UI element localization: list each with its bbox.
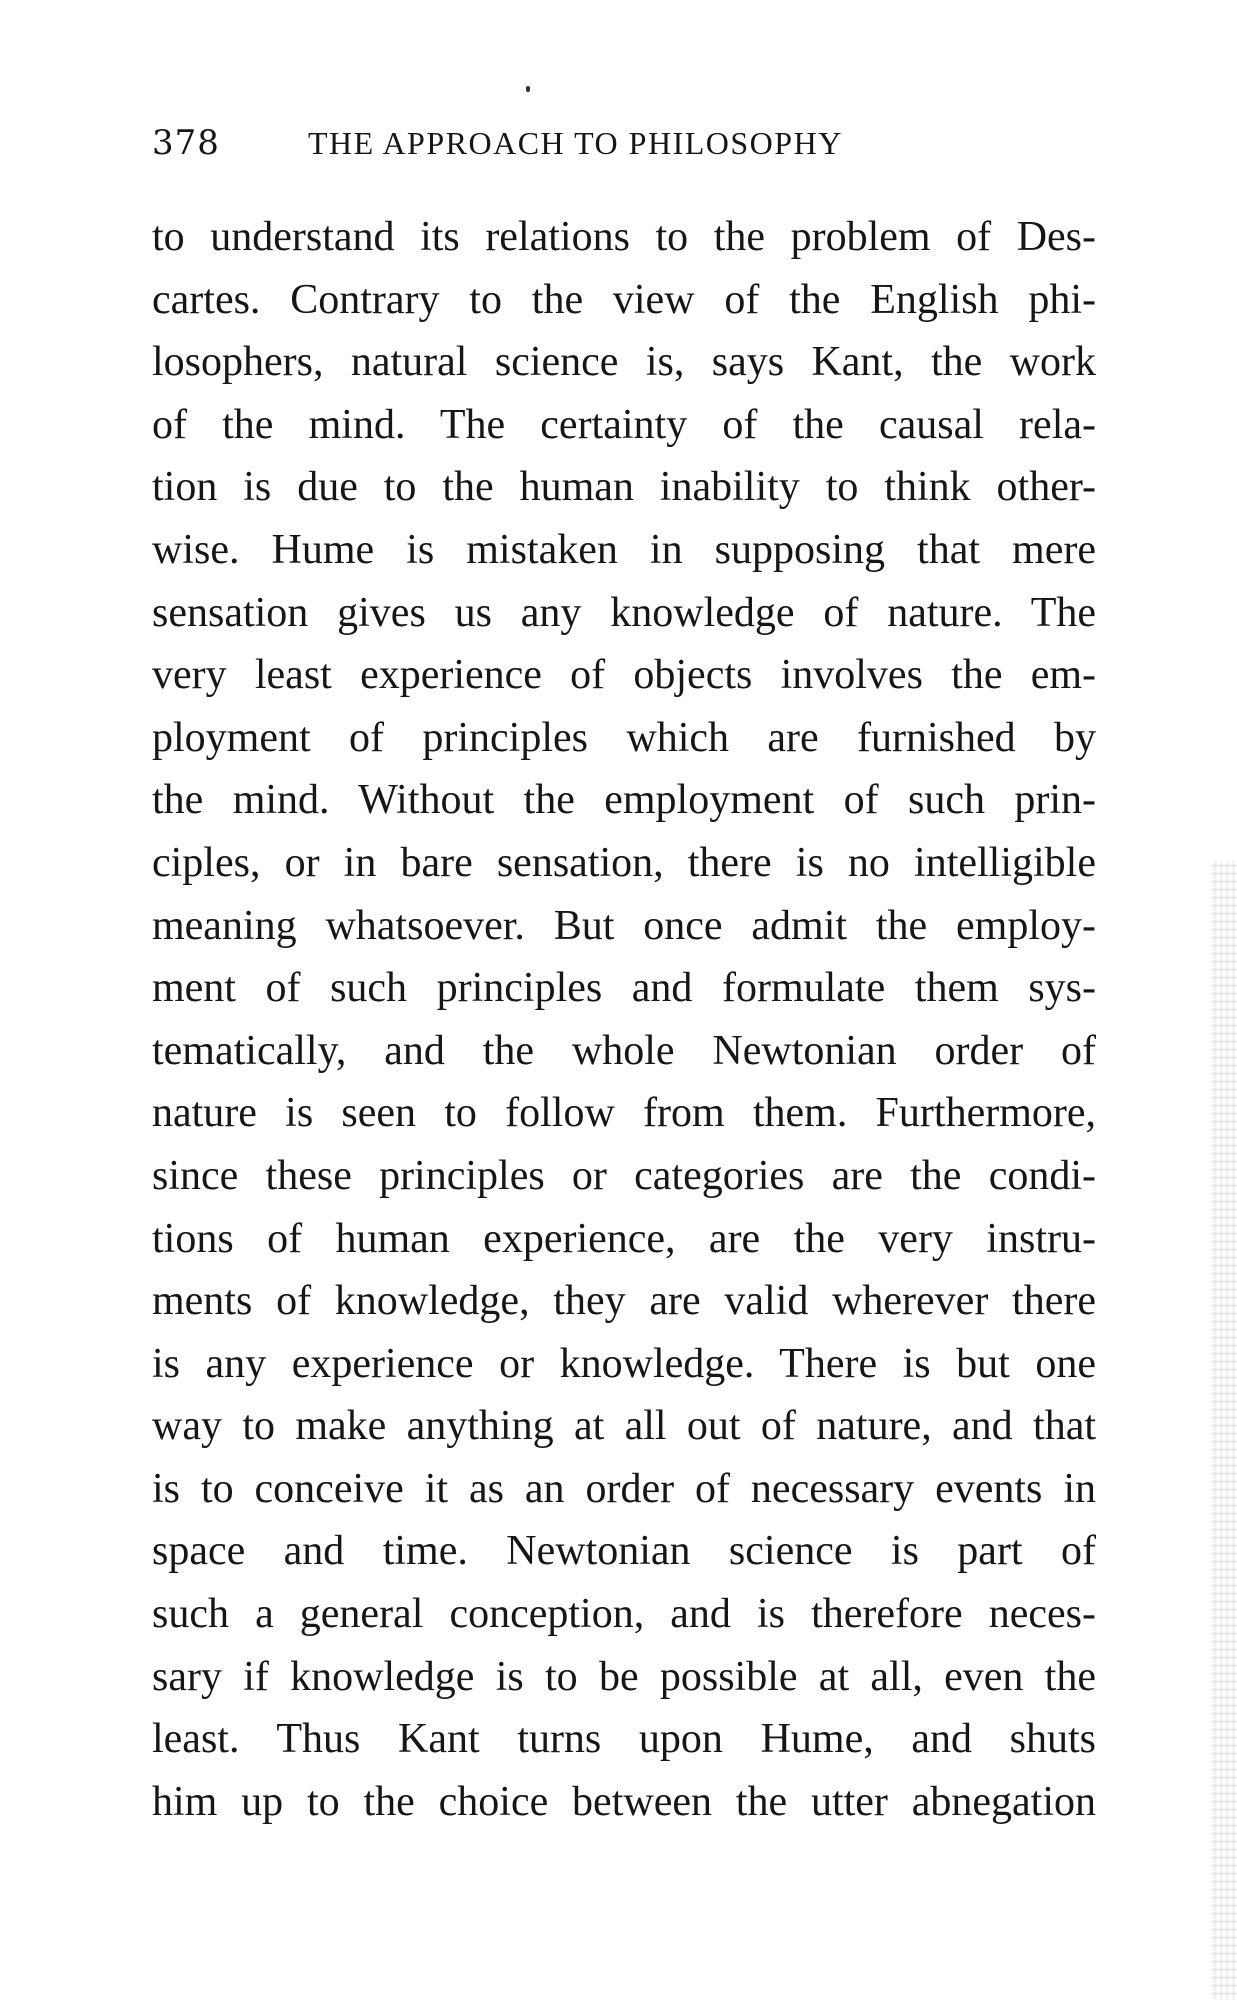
text-line: is any experience or knowledge. There is but one <box>152 1340 1096 1387</box>
text-line: ployment of principles which are furnished by <box>152 714 1096 761</box>
text-line: sary if knowledge is to be possible at all, even the <box>152 1653 1096 1700</box>
text-line: ciples, or in bare sensation, there is no intelligible <box>152 839 1096 886</box>
text-line: very least experience of objects involves the em- <box>152 652 1096 699</box>
page-header <box>152 118 952 168</box>
text-line: to understand its relations to the problem of Des- <box>152 214 1096 260</box>
text-line: him up to the choice between the utter abnegation <box>152 1778 1096 1825</box>
text-line: ments of knowledge, they are valid wherever there <box>152 1278 1096 1325</box>
text-line: cartes. Contrary to the view of the English phi- <box>152 276 1096 323</box>
text-line: since these principles or categories are the condi- <box>152 1152 1096 1199</box>
text-line: the mind. Without the employment of such prin- <box>152 777 1096 824</box>
text-line: meaning whatsoever. But once admit the employ- <box>152 902 1096 949</box>
text-line: of the mind. The certainty of the causal rela- <box>152 401 1096 448</box>
text-line: tion is due to the human inability to think other- <box>152 464 1096 511</box>
text-line: sensation gives us any knowledge of nature. The <box>152 589 1096 636</box>
text-line: nature is seen to follow from them. Furthermore, <box>152 1090 1096 1137</box>
text-line: losophers, natural science is, says Kant, the work <box>152 339 1096 386</box>
text-line: tions of human experience, are the very instru- <box>152 1215 1096 1262</box>
text-line: ment of such principles and formulate them sys- <box>152 965 1096 1012</box>
scan-edge-noise <box>1211 860 1237 2000</box>
running-title: THE APPROACH TO PHILOSOPHY <box>308 125 843 161</box>
text-line: least. Thus Kant turns upon Hume, and shuts <box>152 1716 1096 1763</box>
text-line: wise. Hume is mistaken in supposing that mere <box>152 526 1096 573</box>
print-speck <box>526 86 530 92</box>
text-line: is to conceive it as an order of necessary events in <box>152 1465 1096 1512</box>
text-line: way to make anything at all out of nature, and that <box>152 1403 1096 1450</box>
text-line: such a general conception, and is therefore neces- <box>152 1591 1096 1638</box>
page-number: 378 <box>152 123 220 163</box>
body-text <box>152 206 1096 1833</box>
text-line: tematically, and the whole Newtonian order of <box>152 1027 1096 1074</box>
text-line: space and time. Newtonian science is part of <box>152 1528 1096 1575</box>
